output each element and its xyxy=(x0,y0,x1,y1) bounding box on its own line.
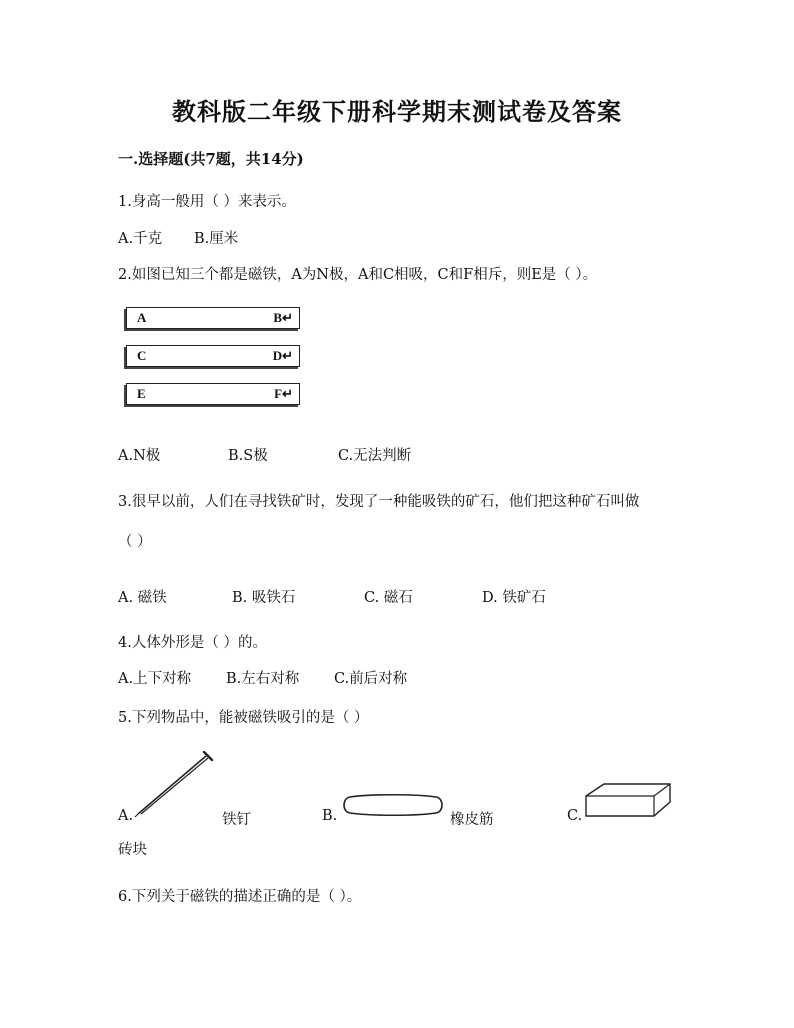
question-6: 6.下列关于磁铁的描述正确的是（ ）。 xyxy=(118,889,362,905)
magnet-pole-a: A xyxy=(137,310,147,325)
magnet-ef xyxy=(126,383,300,405)
question-4: 4.人体外形是（ ）的。 xyxy=(118,635,267,651)
magnet-pole-f: F↵ xyxy=(274,386,293,401)
q3-option-d: D. 铁矿石 xyxy=(482,590,546,606)
magnet-ab xyxy=(126,307,300,329)
brick-icon xyxy=(584,782,672,818)
question-3: 3.很早以前，人们在寻找铁矿时，发现了一种能吸铁的矿石，他们把这种矿石叫做 xyxy=(118,494,640,510)
q5-option-b-letter: B. xyxy=(322,808,338,824)
q5-option-c-letter: C. xyxy=(567,808,583,824)
q4-option-c: C.前后对称 xyxy=(334,671,408,687)
magnet-pole-c: C xyxy=(137,348,147,363)
q1-option-b: B.厘米 xyxy=(194,231,239,247)
q5-option-a-letter: A. xyxy=(118,808,134,824)
q4-option-a: A.上下对称 xyxy=(118,671,192,687)
q3-option-c: C. 磁石 xyxy=(364,590,413,606)
q2-option-b: B.S极 xyxy=(228,448,268,464)
magnet-pole-b: B↵ xyxy=(273,310,293,325)
question-1: 1.身高一般用（ ）来表示。 xyxy=(118,194,296,210)
q5-option-a-label: 铁钉 xyxy=(222,812,251,828)
magnet-pole-e: E xyxy=(137,386,146,401)
q1-option-a: A.千克 xyxy=(118,231,163,247)
document-title: 教科版二年级下册科学期末测试卷及答案 xyxy=(172,97,622,126)
question-5: 5.下列物品中，能被磁铁吸引的是（ ） xyxy=(118,710,369,726)
question-2: 2.如图已知三个都是磁铁，A为N极，A和C相吸，C和F相斥，则E是（ ）。 xyxy=(118,267,598,283)
question-3-blank: （ ） xyxy=(118,534,152,550)
q5-option-c-label: 砖块 xyxy=(118,842,147,858)
magnet-pole-d: D↵ xyxy=(272,348,293,363)
q4-option-b: B.左右对称 xyxy=(226,671,300,687)
q3-option-b: B. 吸铁石 xyxy=(232,590,296,606)
q2-option-c: C.无法判断 xyxy=(338,448,412,464)
magnet-cd xyxy=(126,345,300,367)
q3-option-a: A. 磁铁 xyxy=(118,590,167,606)
q5-option-b-label: 橡皮筋 xyxy=(450,812,494,828)
rubber-band-icon xyxy=(340,793,446,817)
nail-icon xyxy=(132,748,214,818)
q2-option-a: A.N极 xyxy=(118,448,161,464)
section-heading: 一.选择题(共7题，共14分) xyxy=(118,150,304,168)
